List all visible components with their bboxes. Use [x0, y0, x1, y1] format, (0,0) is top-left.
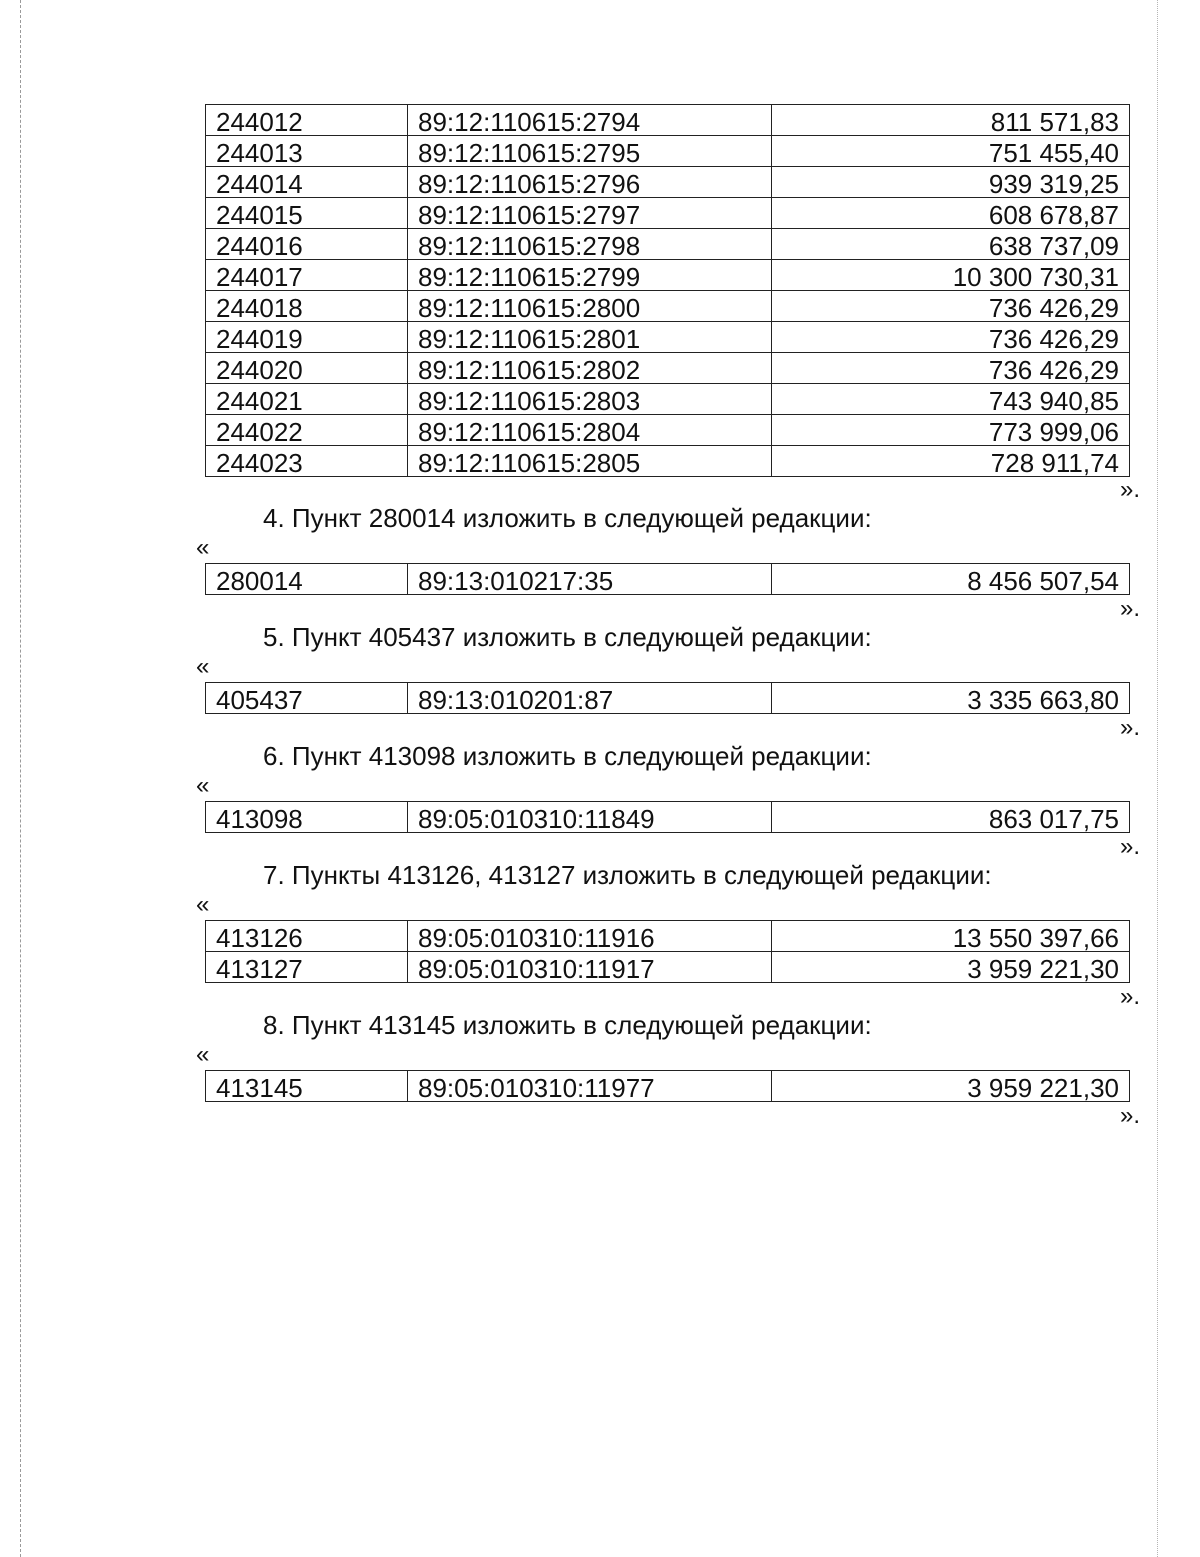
cadastral-number-cell: 89:12:110615:2799 — [408, 260, 772, 291]
cadastral-number-cell: 89:12:110615:2803 — [408, 384, 772, 415]
table-row — [206, 802, 1130, 833]
cadastral-number-cell: 89:12:110615:2802 — [408, 353, 772, 384]
section-table — [205, 920, 1130, 983]
cadastral-value-cell: 736 426,29 — [772, 353, 1130, 384]
table-row — [206, 136, 1130, 167]
table-row — [206, 229, 1130, 260]
cadastral-value-cell: 8 456 507,54 — [772, 564, 1130, 595]
table-row — [206, 353, 1130, 384]
item-number-cell: 244023 — [206, 446, 408, 477]
section-table-body — [206, 921, 1130, 983]
item-number-cell: 244015 — [206, 198, 408, 229]
item-number-cell: 280014 — [206, 564, 408, 595]
item-number-cell: 244019 — [206, 322, 408, 353]
cadastral-value-cell: 736 426,29 — [772, 322, 1130, 353]
item-number-cell: 244016 — [206, 229, 408, 260]
close-quote: ». — [1120, 833, 1141, 860]
section-table — [205, 563, 1130, 595]
table-row — [206, 446, 1130, 477]
section-table-body — [206, 683, 1130, 714]
open-quote: « — [196, 534, 210, 561]
cadastral-number-cell: 89:05:010310:11917 — [408, 952, 772, 983]
item-number-cell: 244012 — [206, 105, 408, 136]
cadastral-value-cell: 863 017,75 — [772, 802, 1130, 833]
section-table — [205, 1070, 1130, 1102]
item-number-cell: 244013 — [206, 136, 408, 167]
cadastral-number-cell: 89:05:010310:11849 — [408, 802, 772, 833]
cadastral-value-cell: 773 999,06 — [772, 415, 1130, 446]
table-row — [206, 683, 1130, 714]
cadastral-number-cell: 89:12:110615:2804 — [408, 415, 772, 446]
cadastral-number-cell: 89:13:010201:87 — [408, 683, 772, 714]
cadastral-value-cell: 608 678,87 — [772, 198, 1130, 229]
cadastral-value-cell: 638 737,09 — [772, 229, 1130, 260]
table-row — [206, 415, 1130, 446]
table-row — [206, 105, 1130, 136]
section-heading: 8. Пункт 413145 изложить в следующей редакции: — [263, 1010, 872, 1040]
item-number-cell: 244021 — [206, 384, 408, 415]
table-row — [206, 322, 1130, 353]
cadastral-number-cell: 89:12:110615:2801 — [408, 322, 772, 353]
cadastral-number-cell: 89:12:110615:2800 — [408, 291, 772, 322]
close-quote: ». — [1120, 714, 1141, 741]
item-number-cell: 244017 — [206, 260, 408, 291]
open-quote: « — [196, 1041, 210, 1068]
cadastral-value-cell: 736 426,29 — [772, 291, 1130, 322]
open-quote: « — [196, 653, 210, 680]
section-table-body — [206, 1071, 1130, 1102]
table-row — [206, 167, 1130, 198]
close-quote: ». — [1120, 595, 1141, 622]
cadastral-number-cell: 89:12:110615:2794 — [408, 105, 772, 136]
table-row — [206, 291, 1130, 322]
close-quote: ». — [1120, 983, 1141, 1010]
cadastral-number-cell: 89:05:010310:11916 — [408, 921, 772, 952]
section-table — [205, 682, 1130, 714]
cadastral-value-cell: 751 455,40 — [772, 136, 1130, 167]
main-table-body — [206, 105, 1130, 477]
item-number-cell: 413145 — [206, 1071, 408, 1102]
cadastral-number-cell: 89:12:110615:2798 — [408, 229, 772, 260]
cadastral-value-cell: 3 959 221,30 — [772, 1071, 1130, 1102]
item-number-cell: 413098 — [206, 802, 408, 833]
cadastral-value-cell: 13 550 397,66 — [772, 921, 1130, 952]
cadastral-number-cell: 89:12:110615:2795 — [408, 136, 772, 167]
section-heading: 5. Пункт 405437 изложить в следующей редакции: — [263, 622, 872, 652]
table-row — [206, 952, 1130, 983]
item-number-cell: 244022 — [206, 415, 408, 446]
cadastral-value-cell: 10 300 730,31 — [772, 260, 1130, 291]
section-table-body — [206, 564, 1130, 595]
close-quote: ». — [1120, 476, 1141, 503]
open-quote: « — [196, 772, 210, 799]
item-number-cell: 244014 — [206, 167, 408, 198]
section-heading: 6. Пункт 413098 изложить в следующей редакции: — [263, 741, 872, 771]
cadastral-number-cell: 89:12:110615:2796 — [408, 167, 772, 198]
item-number-cell: 405437 — [206, 683, 408, 714]
cadastral-number-cell: 89:12:110615:2805 — [408, 446, 772, 477]
item-number-cell: 413127 — [206, 952, 408, 983]
cadastral-number-cell: 89:12:110615:2797 — [408, 198, 772, 229]
cadastral-value-cell: 743 940,85 — [772, 384, 1130, 415]
open-quote: « — [196, 891, 210, 918]
item-number-cell: 413126 — [206, 921, 408, 952]
page-left-edge — [20, 0, 21, 1557]
cadastral-number-cell: 89:05:010310:11977 — [408, 1071, 772, 1102]
cadastral-number-cell: 89:13:010217:35 — [408, 564, 772, 595]
cadastral-value-cell: 3 335 663,80 — [772, 683, 1130, 714]
close-quote: ». — [1120, 1102, 1141, 1129]
page-right-edge — [1157, 0, 1158, 1557]
section-heading: 4. Пункт 280014 изложить в следующей редакции: — [263, 503, 872, 533]
table-row — [206, 564, 1130, 595]
cadastral-value-cell: 811 571,83 — [772, 105, 1130, 136]
section-table — [205, 801, 1130, 833]
section-table-body — [206, 802, 1130, 833]
item-number-cell: 244020 — [206, 353, 408, 384]
cadastral-value-cell: 3 959 221,30 — [772, 952, 1130, 983]
cadastral-value-cell: 939 319,25 — [772, 167, 1130, 198]
item-number-cell: 244018 — [206, 291, 408, 322]
section-heading: 7. Пункты 413126, 413127 изложить в следующей редакции: — [263, 860, 992, 890]
table-row — [206, 198, 1130, 229]
main-table — [205, 104, 1130, 477]
table-row — [206, 1071, 1130, 1102]
cadastral-value-cell: 728 911,74 — [772, 446, 1130, 477]
table-row — [206, 260, 1130, 291]
table-row — [206, 921, 1130, 952]
table-row — [206, 384, 1130, 415]
